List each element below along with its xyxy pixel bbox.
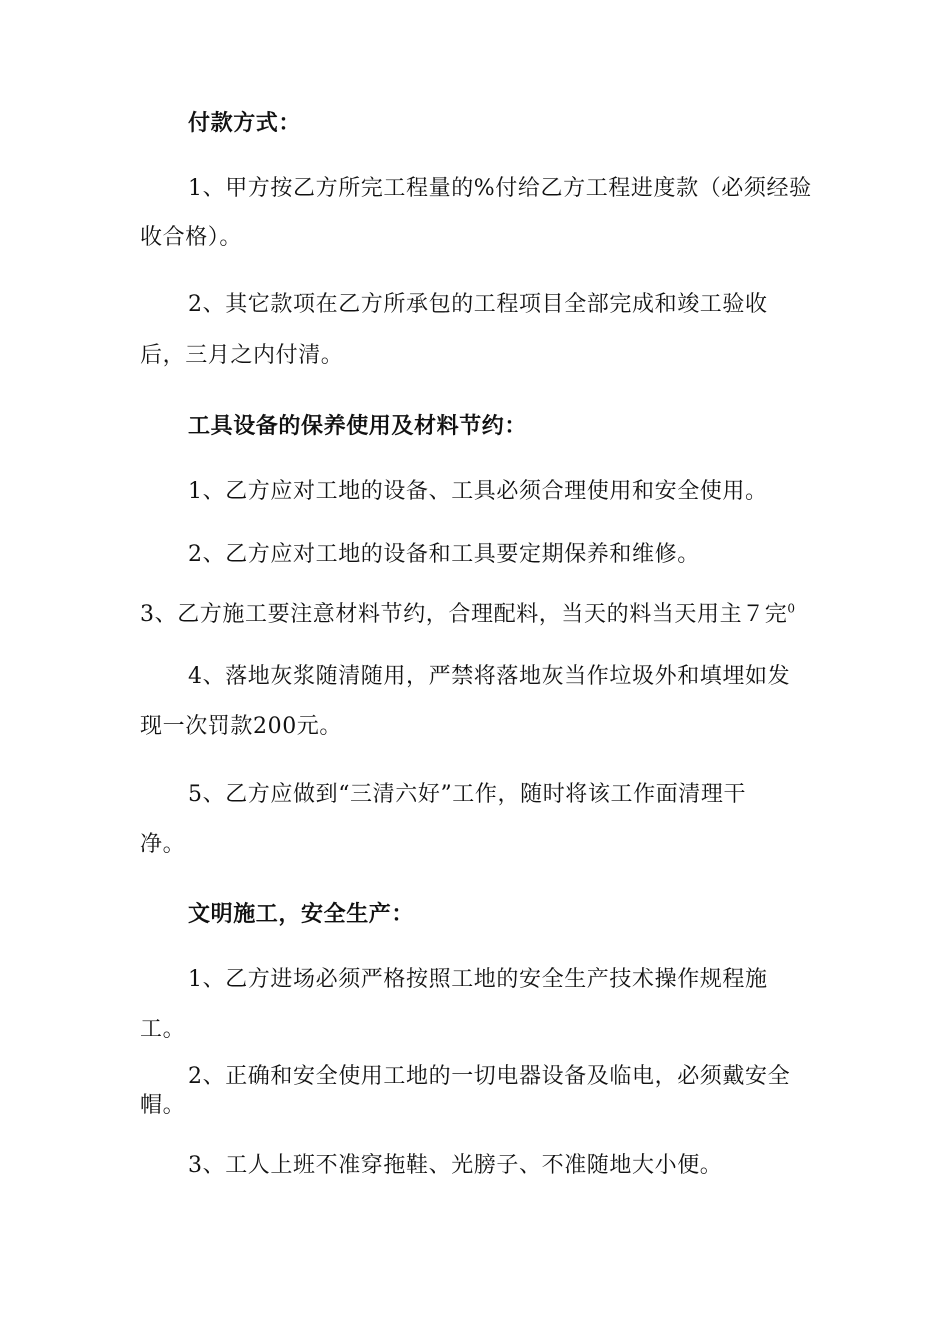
paragraph-line: 4、落地灰浆随清随用，严禁将落地灰当作垃圾外和填埋如发 bbox=[188, 664, 791, 689]
paragraph-line: 后，三月之内付清。 bbox=[140, 343, 344, 368]
paragraph-line bbox=[140, 600, 830, 630]
paragraph-line: 2、其它款项在乙方所承包的工程项目全部完成和竣工验收 bbox=[188, 292, 768, 317]
paragraph-line: 收合格）。 bbox=[140, 225, 243, 250]
paragraph-line: 1、乙方进场必须严格按照工地的安全生产技术操作规程施 bbox=[188, 967, 768, 992]
paragraph-line: 5、乙方应做到“三清六好”工作，随时将该工作面清理干 bbox=[188, 782, 747, 807]
paragraph-line: 1、甲方按乙方所完工程量的%付给乙方工程进度款（必须经验 bbox=[188, 176, 812, 201]
paragraph-line: 3、工人上班不准穿拖鞋、光膀子、不准随地大小便。 bbox=[188, 1153, 723, 1178]
paragraph-line: 净。 bbox=[140, 832, 186, 857]
paragraph-text: 3、乙方施工要注意材料节约，合理配料，当天的料当天用主７完 bbox=[140, 602, 788, 627]
paragraph-line: 2、乙方应对工地的设备和工具要定期保养和维修。 bbox=[188, 542, 700, 567]
paragraph-line: 帽。 bbox=[140, 1093, 186, 1118]
paragraph-line: 1、乙方应对工地的设备、工具必须合理使用和安全使用。 bbox=[188, 479, 768, 504]
paragraph-line: 现一次罚款200元。 bbox=[140, 714, 342, 739]
section-heading-tools: 工具设备的保养使用及材料节约： bbox=[188, 413, 528, 439]
superscript-mark: 0 bbox=[787, 601, 796, 616]
section-heading-payment: 付款方式： bbox=[188, 110, 302, 136]
section-heading-safety: 文明施工，安全生产： bbox=[188, 901, 415, 927]
paragraph-line: 工。 bbox=[140, 1017, 186, 1042]
paragraph-line: 2、正确和安全使用工地的一切电器设备及临电，必须戴安全 bbox=[188, 1064, 791, 1089]
